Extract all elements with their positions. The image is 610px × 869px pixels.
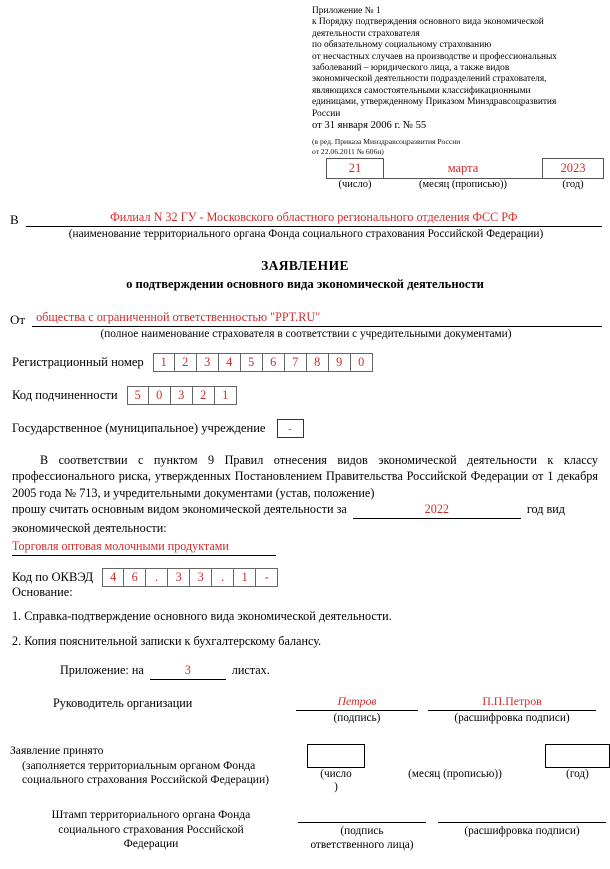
activity-value[interactable]: Торговля оптовая молочными продуктами (12, 539, 276, 556)
stamp-signature-caption-1: (подпись (340, 825, 384, 837)
stamp-name-caption: (расшифровка подписи) (464, 825, 580, 837)
stamp-line-3: Федерации (123, 837, 179, 850)
manager-signature-caption: (подпись) (333, 712, 381, 724)
okved-cell[interactable]: 3 (190, 568, 212, 587)
date-month-label: (месяц (прописью)) (419, 179, 507, 190)
header-line-5: заболеваний – юридического лица, а также видов (312, 63, 510, 74)
header-line-0: Приложение № 1 (312, 6, 381, 16)
header-order-line: от 31 января 2006 г. № 55 (312, 120, 427, 132)
okved-cell[interactable]: 6 (124, 568, 146, 587)
header-line-8: единицами, утвержденному Приказом Минздравсоцразвития (312, 97, 557, 108)
accepted-day-label-paren: ) (334, 781, 338, 793)
date-month-box[interactable]: марта (384, 158, 542, 179)
subordination-code-row (12, 386, 237, 405)
date-year-label: (год) (562, 179, 584, 190)
okved-cell[interactable]: . (212, 568, 234, 587)
registration-number-cells[interactable] (153, 353, 373, 372)
attachment-prefix: Приложение: на (60, 663, 144, 677)
accepted-month-label: (месяц (прописью)) (408, 768, 502, 780)
stamp-line-2: социального страхования Российской (58, 822, 244, 836)
recipient-block (10, 210, 602, 240)
document-date-row (326, 158, 604, 190)
appendix-header (312, 6, 604, 156)
header-line-7: являющихся самостоятельными классификационными (312, 85, 531, 96)
registration-digit[interactable]: 8 (307, 353, 329, 372)
registration-digit[interactable]: 1 (153, 353, 175, 372)
accepted-note (10, 744, 294, 788)
subordination-digit[interactable]: 3 (171, 386, 193, 405)
institution-label: Государственное (муниципальное) учреждение (12, 421, 266, 435)
okved-cell[interactable]: 3 (168, 568, 190, 587)
registration-digit[interactable]: 2 (175, 353, 197, 372)
stamp-signature-caption-2: ответственного лица) (310, 838, 414, 851)
okved-label: Код по ОКВЭД (12, 570, 94, 584)
body-paragraph-text: В соответствии с пунктом 9 Правил отнесения видов экономической деятельности к классу профессионального риска, утвержденных Постановлением Правительства Российской Федерации от 1 декабря 2005 года № 713, и учредительными документами (устав, положение) (12, 453, 598, 500)
manager-signature-value[interactable]: Петров (296, 694, 418, 711)
basis-item: 1. Справка-подтверждение основного вида экономической деятельности. (12, 609, 392, 623)
request-suffix: год вид (526, 502, 565, 516)
accepted-year-label: (год) (566, 768, 589, 780)
manager-label: Руководитель организации (53, 696, 193, 710)
registration-digit[interactable]: 0 (351, 353, 373, 372)
applicant-prefix: От (10, 312, 26, 327)
activity-label: экономической деятельности: (12, 521, 167, 535)
applicant-block (10, 310, 602, 340)
basis-item: 2. Копия пояснительной записки к бухгалтерскому балансу. (12, 634, 322, 648)
subordination-code-label: Код подчиненности (12, 388, 118, 402)
header-line-6: экономической деятельности подразделений страхователя, (312, 74, 547, 85)
header-line-9: России (312, 108, 341, 119)
date-day-label: (число) (338, 179, 372, 190)
subordination-digit[interactable]: 0 (149, 386, 171, 405)
header-line-1: к Порядку подтверждения основного вида экономической (312, 17, 544, 28)
request-year-value[interactable]: 2022 (353, 501, 521, 519)
manager-name-column (428, 694, 596, 724)
stamp-line-1: Штамп территориального органа Фонда (51, 808, 251, 821)
registration-digit[interactable]: 7 (285, 353, 307, 372)
recipient-prefix: В (10, 212, 19, 227)
stamp-signature-rule[interactable] (298, 822, 426, 823)
subordination-digit[interactable]: 5 (127, 386, 149, 405)
attachment-suffix: листах. (231, 663, 270, 677)
stamp-name-rule[interactable] (438, 822, 606, 823)
accepted-note-line-2: социального страхования Российской Федерации) (22, 773, 270, 786)
subordination-code-cells[interactable] (127, 386, 237, 405)
registration-digit[interactable]: 4 (219, 353, 241, 372)
recipient-value[interactable]: Филиал N 32 ГУ - Московского областного регионального отделения ФСС РФ (26, 210, 602, 227)
subordination-digit[interactable]: 2 (193, 386, 215, 405)
registration-digit[interactable]: 5 (241, 353, 263, 372)
stamp-signature-column (298, 822, 426, 852)
header-line-3: по обязательному социальному страхованию (312, 40, 492, 51)
accepted-day-box[interactable] (307, 744, 365, 768)
institution-row (12, 419, 304, 438)
accepted-day-label-text: (число (320, 768, 352, 780)
manager-name-value[interactable]: П.П.Петров (428, 694, 596, 711)
accepted-title: Заявление принято (10, 744, 104, 757)
header-line-2: деятельности страхователя (312, 28, 420, 39)
accepted-date-boxes (307, 744, 610, 794)
page-subtitle: о подтверждении основного вида экономической деятельности (126, 277, 484, 291)
accepted-day-label (307, 768, 365, 794)
manager-signature-column (296, 694, 418, 724)
request-year-line (12, 501, 598, 519)
date-day-box[interactable]: 21 (326, 158, 384, 179)
okved-cell[interactable]: 1 (234, 568, 256, 587)
recipient-caption: (наименование территориального органа Фонда социального страхования Российской Федерации) (68, 228, 544, 240)
okved-cells[interactable] (102, 568, 278, 587)
header-line-4: от несчастных случаев на производстве и профессиональных (312, 51, 557, 62)
applicant-value[interactable]: общества с ограниченной ответственностью "PPT.RU" (32, 310, 602, 327)
body-paragraph (12, 452, 598, 501)
page-title: ЗАЯВЛЕНИЕ (261, 258, 349, 273)
okved-cell[interactable]: - (256, 568, 278, 587)
accepted-note-line-1: (заполняется территориальным органом Фонда (22, 758, 256, 772)
registration-digit[interactable]: 3 (197, 353, 219, 372)
stamp-caption (24, 808, 278, 852)
attachment-value[interactable]: 3 (150, 663, 226, 680)
registration-number-label: Регистрационный номер (12, 355, 144, 369)
stamp-name-column (438, 822, 606, 839)
manager-name-caption: (расшифровка подписи) (454, 712, 570, 724)
institution-value-box[interactable]: - (277, 419, 304, 438)
registration-digit[interactable]: 9 (329, 353, 351, 372)
request-prefix: прошу считать основным видом экономической деятельности за (12, 502, 347, 516)
okved-cell[interactable]: 4 (102, 568, 124, 587)
header-revision-line-1: (в ред. Приказа Минздравсоцразвития России (312, 137, 461, 147)
subordination-digit[interactable]: 1 (215, 386, 237, 405)
accepted-year-box[interactable] (545, 744, 610, 768)
registration-number-row (12, 353, 373, 372)
date-year-box[interactable]: 2023 (542, 158, 604, 179)
okved-cell[interactable]: . (146, 568, 168, 587)
registration-digit[interactable]: 6 (263, 353, 285, 372)
applicant-caption: (полное наименование страхователя в соответствии с учредительными документами) (100, 328, 512, 340)
accepted-month-box[interactable] (365, 744, 545, 768)
attachment-row (60, 663, 270, 680)
basis-label: Основание: (12, 585, 73, 599)
header-revision-line-2: от 22.06.2011 № 606н) (312, 146, 384, 156)
